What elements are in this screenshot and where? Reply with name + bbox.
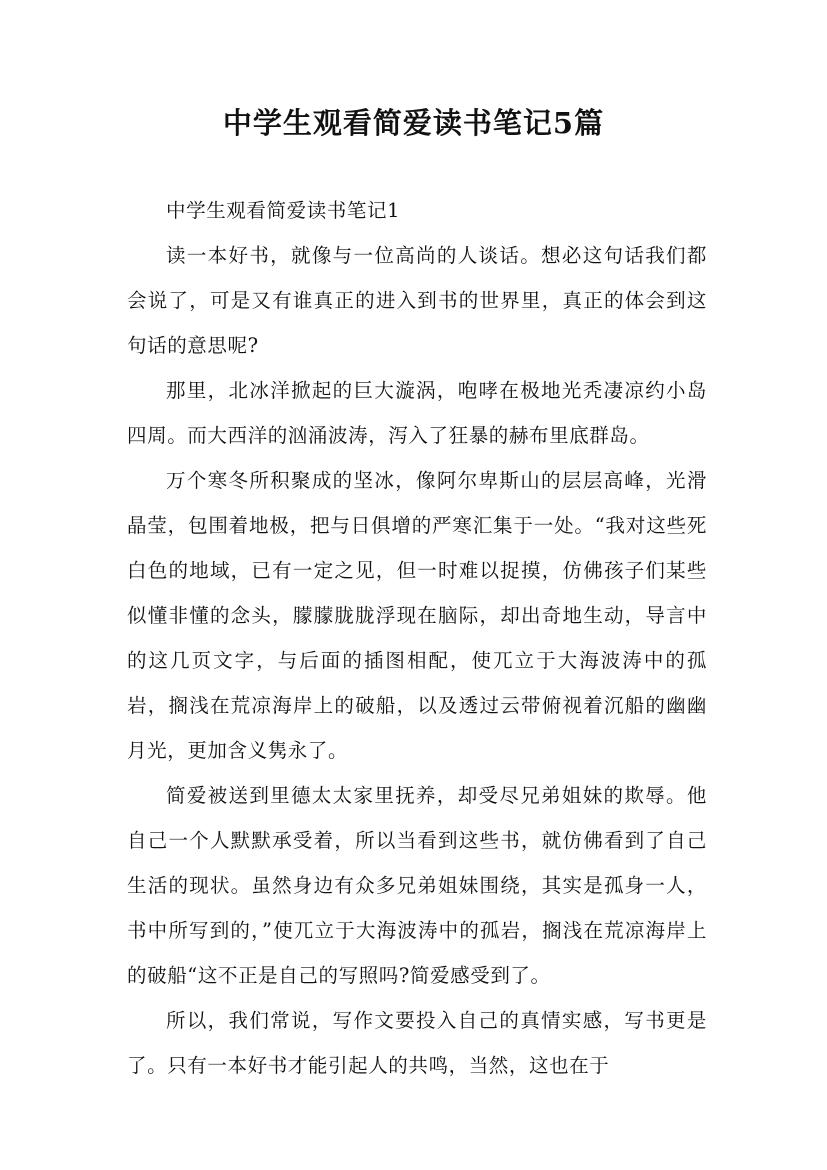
- document-body: [127, 188, 707, 1088]
- paragraph: 万个寒冬所积聚成的坚冰，像阿尔卑斯山的层层高峰，光滑晶莹，包围着地极，把与日俱增的严寒汇集于一处。“我对这些死白色的地域，已有一定之见，但一时难以捉摸，仿佛孩子们某些似懂非懂的念头，朦朦胧胧浮现在脑际，却出奇地生动，导言中的这几页文字，与后面的插图相配，使兀立于大海波涛中的孤岩，搁浅在荒凉海岸上的破船，以及透过云带俯视着沉船的幽幽月光，更加含义隽永了。: [127, 469, 707, 762]
- section-heading: 中学生观看简爱读书笔记1: [166, 199, 401, 222]
- paragraph: 简爱被送到里德太太家里抚养，却受尽兄弟姐妹的欺辱。他自己一个人默默承受着，所以当看到这些书，就仿佛看到了自己生活的现状。虽然身边有众多兄弟姐妹围绕，其实是孤身一人，书中所写到的，”使兀立于大海波涛中的孤岩，搁浅在荒凉海岸上的破船“这不正是自己的写照吗?简爱感受到了。: [127, 784, 707, 987]
- paragraph: 所以，我们常说，写作文要投入自己的真情实感，写书更是了。只有一本好书才能引起人的共鸣，当然，这也在于: [127, 1009, 707, 1077]
- paragraph: 读一本好书，就像与一位高尚的人谈话。想必这句话我们都会说了，可是又有谁真正的进入到书的世界里，真正的体会到这句话的意思呢?: [127, 244, 707, 357]
- paragraph: 那里，北冰洋掀起的巨大漩涡，咆哮在极地光秃凄凉约小岛四周。而大西洋的汹涌波涛，泻入了狂暴的赫布里底群岛。: [127, 379, 707, 447]
- document-title: 中学生观看简爱读书笔记5篇: [222, 106, 605, 140]
